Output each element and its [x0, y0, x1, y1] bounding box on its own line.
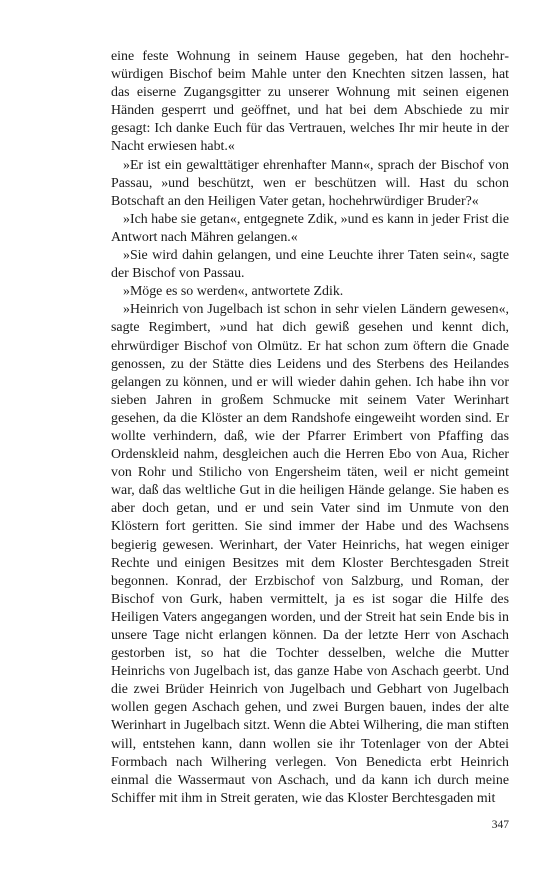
paragraph: »Heinrich von Jugelbach ist schon in sehr vielen Ländern gewesen«, sagte Regimbert, »und hat dich gewiß gesehen und kennt dich, ehrwürdiger Bischof von Olmütz. Er hat schon zum öftern die Gnade genossen, zu der Stätte dies Leidens und des Sterbens des Heilandes gelangen zu können, und er will wieder dahin gehen. Ich habe ihn vor sieben Jahren in großem Schmucke mit seinem Vater Werinhart gesehen, da die Klöster an dem Randshofe eingeweiht worden sind. Er wollte verhindern, daß, wie der Pfarrer Erimbert von Pfaffing das Ordenskleid nahm, desgleichen auch die Herren Ebo von Aua, Richer von Rohr und Stilicho von Engersheim täten, weil er nicht gemeint war, daß das weltliche Gut in die heiligen Hände gelange. Sie haben es aber doch getan, und er und sein Vater sind im Unmute von den Klöstern fort geritten. Sie sind immer der Habe und des Wachsens begierig gewesen. Werinhart, der Vater Heinrichs, hat wegen einiger Rechte und einigen Besitzes mit dem Kloster Berchtesgaden Streit begonnen. Konrad, der Erzbischof von Salzburg, und Roman, der Bischof von Gurk, haben vermittelt, ja es ist sogar die Hilfe des Heiligen Vaters angegangen worden, und der Streit hat sein Ende bis in unsere Tage nicht erlangen können. Da der letzte Herr von Aschach gestorben ist, so hat die Tochter desselben, welche die Mutter Heinrichs von Jugelbach ist, das ganze Habe von Aschach geerbt. Und die zwei Brüder Heinrich von Jugelbach und Gebhart von Jugelbach wollen gegen Aschach gehen, und zwei Burgen bauen, indes der alte Werinhart in Jugelbach sitzt. Wenn die Abtei Wilhering, die man stiften will, entstehen kann, dann wollen sie ihr Totenlager von der Abtei Formbach nach Wilhering verlegen. Von Benedicta erbt Heinrich einmal die Wassermaut von Aschach, und da kann ich durch meine Schiffer mit ihm in Streit geraten, wie das Kloster Berchtesgaden mit — [111, 302, 509, 806]
body-text — [111, 48, 509, 808]
paragraph: »Ich habe sie getan«, entgegnete Zdik, »und es kann in jeder Frist die Antwort nach Mähren gelangen.« — [111, 211, 509, 245]
paragraph: »Möge es so werden«, antwortete Zdik. — [123, 284, 344, 300]
paragraph: »Er ist ein gewalttätiger ehrenhafter Mann«, sprach der Bischof von Passau, »und beschützt, wen er beschützen will. Hast du schon Botschaft an den Heiligen Vater getan, hochehrwürdiger Bruder?« — [111, 157, 509, 209]
page-number: 347 — [491, 819, 509, 831]
paragraph: »Sie wird dahin gelangen, und eine Leuchte ihrer Taten sein«, sagte der Bischof von Passau. — [111, 248, 509, 282]
paragraph: eine feste Wohnung in seinem Hause gegeben, hat den hochehrwürdigen Bischof beim Mahle unter den Knechten sitzen lassen, hat das eiserne Zugangsgitter zu unserer Wohnung mit seinen eigenen Händen gesperrt und geöffnet, und hat bei dem Abschiede zu mir gesagt: Ich danke Euch für das Vertrauen, welches Ihr mir heute in der Nacht erwiesen habt.« — [111, 49, 509, 155]
